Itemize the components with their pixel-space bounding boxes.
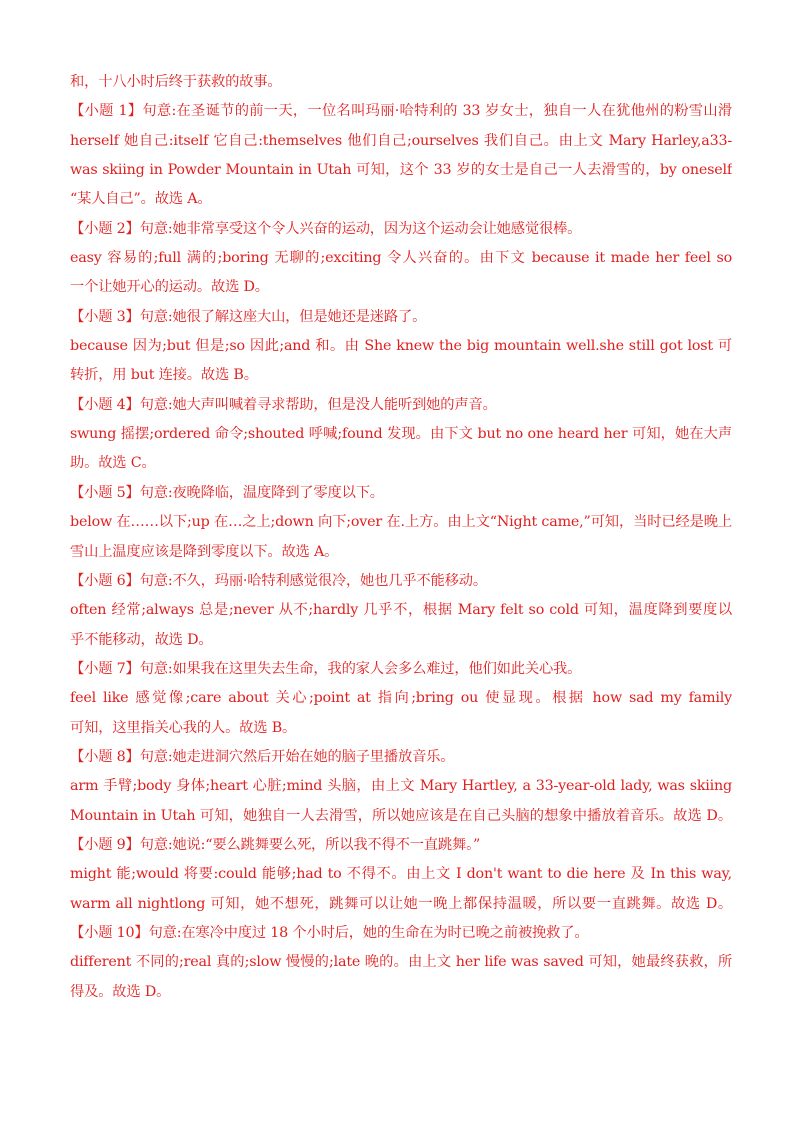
question-heading-line: 【小题 1】句意:在圣诞节的前一天，一位名叫玛丽·哈特利的 33 岁女士，独自一人在犹他州的粉雪山滑: [70, 103, 732, 120]
question-heading-line: 【小题 5】句意:夜晚降临，温度降到了零度以下。: [70, 484, 384, 501]
explanation-text-line: herself 她自己:itself 它自己:themselves 他们自己;ourselves 我们自己。由上文 Mary Harley,a33-: [70, 132, 732, 149]
question-heading-line: 【小题 2】句意:她非常享受这个令人兴奋的运动，因为这个运动会让她感觉很棒。: [70, 220, 582, 237]
question-heading-line: 【小题 7】句意:如果我在这里失去生命，我的家人会多么难过，他们如此关心我。: [70, 660, 582, 677]
explanation-text-line: swung 摇摆;ordered 命令;shouted 呼喊;found 发现。由下文 but no one heard her 可知，她在大声: [70, 426, 732, 443]
question-heading-line: 【小题 6】句意:不久，玛丽·哈特利感觉很冷，她也几乎不能移动。: [70, 572, 487, 589]
explanation-text-line: easy 容易的;full 满的;boring 无聊的;exciting 令人兴奋的。由下文 because it made her feel so: [70, 250, 732, 267]
question-heading-line: 【小题 8】句意:她走进洞穴然后开始在她的脑子里播放音乐。: [70, 748, 455, 765]
question-heading-line: 【小题 10】句意:在寒冷中度过 18 个小时后，她的生命在为时已晚之前被挽救了。: [70, 924, 589, 941]
explanation-text-line: 得及。故选 D。: [70, 983, 171, 1000]
explanation-text-line: 一个让她开心的运动。故选 D。: [70, 279, 269, 296]
question-heading-line: 【小题 4】句意:她大声叫喊着寻求帮助，但是没人能听到她的声音。: [70, 396, 497, 413]
explanation-text-line: “某人自己”。故选 A。: [70, 191, 212, 208]
explanation-text-line: because 因为;but 但是;so 因此;and 和。由 She knew the big mountain well.she still got lost 可: [70, 338, 732, 355]
explanation-text-line: was skiing in Powder Mountain in Utah 可知，这个 33 岁的女士是自己一人去滑雪的，by oneself: [70, 162, 732, 179]
explanation-text-line: feel like 感觉像;care about 关心;point at 指向;bring ou 使显现。根据 how sad my family: [70, 690, 732, 707]
explanation-text-line: 乎不能移动，故选 D。: [70, 631, 213, 648]
question-heading-line: 【小题 3】句意:她很了解这座大山，但是她还是迷路了。: [70, 308, 427, 325]
explanation-text-line: below 在……以下;up 在…之上;down 向下;over 在.上方。由上文“Night came,”可知，当时已经是晚上: [70, 514, 732, 531]
explanation-text-line: arm 手臂;body 身体;heart 心脏;mind 头脑，由上文 Mary Hartley, a 33-year-old lady, was skiing: [70, 778, 732, 795]
explanation-text-line: often 经常;always 总是;never 从不;hardly 几乎不，根据 Mary felt so cold 可知，温度降到要度以: [70, 602, 732, 619]
explanation-text-line: warm all nightlong 可知，她不想死，跳舞可以让她一晚上都保持温暖，所以要一直跳舞。故选 D。: [70, 895, 732, 912]
explanation-text-line: 雪山上温度应该是降到零度以下。故选 A。: [70, 543, 339, 560]
explanation-text-line: 和，十八小时后终于获救的故事。: [70, 74, 282, 90]
explanation-text-line: might 能;would 将要:could 能够;had to 不得不。由上文 I don't want to die here 及 In this way,: [70, 866, 732, 883]
explanation-text-line: different 不同的;real 真的;slow 慢慢的;late 晚的。由上文 her life was saved 可知，她最终获救，所: [70, 954, 732, 971]
explanation-text-line: Mountain in Utah 可知，她独自一人去滑雪，所以她应该是在自己头脑的想象中播放着音乐。故选 D。: [70, 807, 732, 824]
answer-explanation-document: [70, 68, 732, 1007]
explanation-text-line: 助。故选 C。: [70, 455, 156, 472]
explanation-text-line: 转折，用 but 连接。故选 B。: [70, 367, 258, 384]
explanation-text-line: 可知，这里指关心我的人。故选 B。: [70, 719, 297, 736]
question-heading-line: 【小题 9】句意:她说:“要么跳舞要么死，所以我不得不一直跳舞。”: [70, 836, 481, 853]
